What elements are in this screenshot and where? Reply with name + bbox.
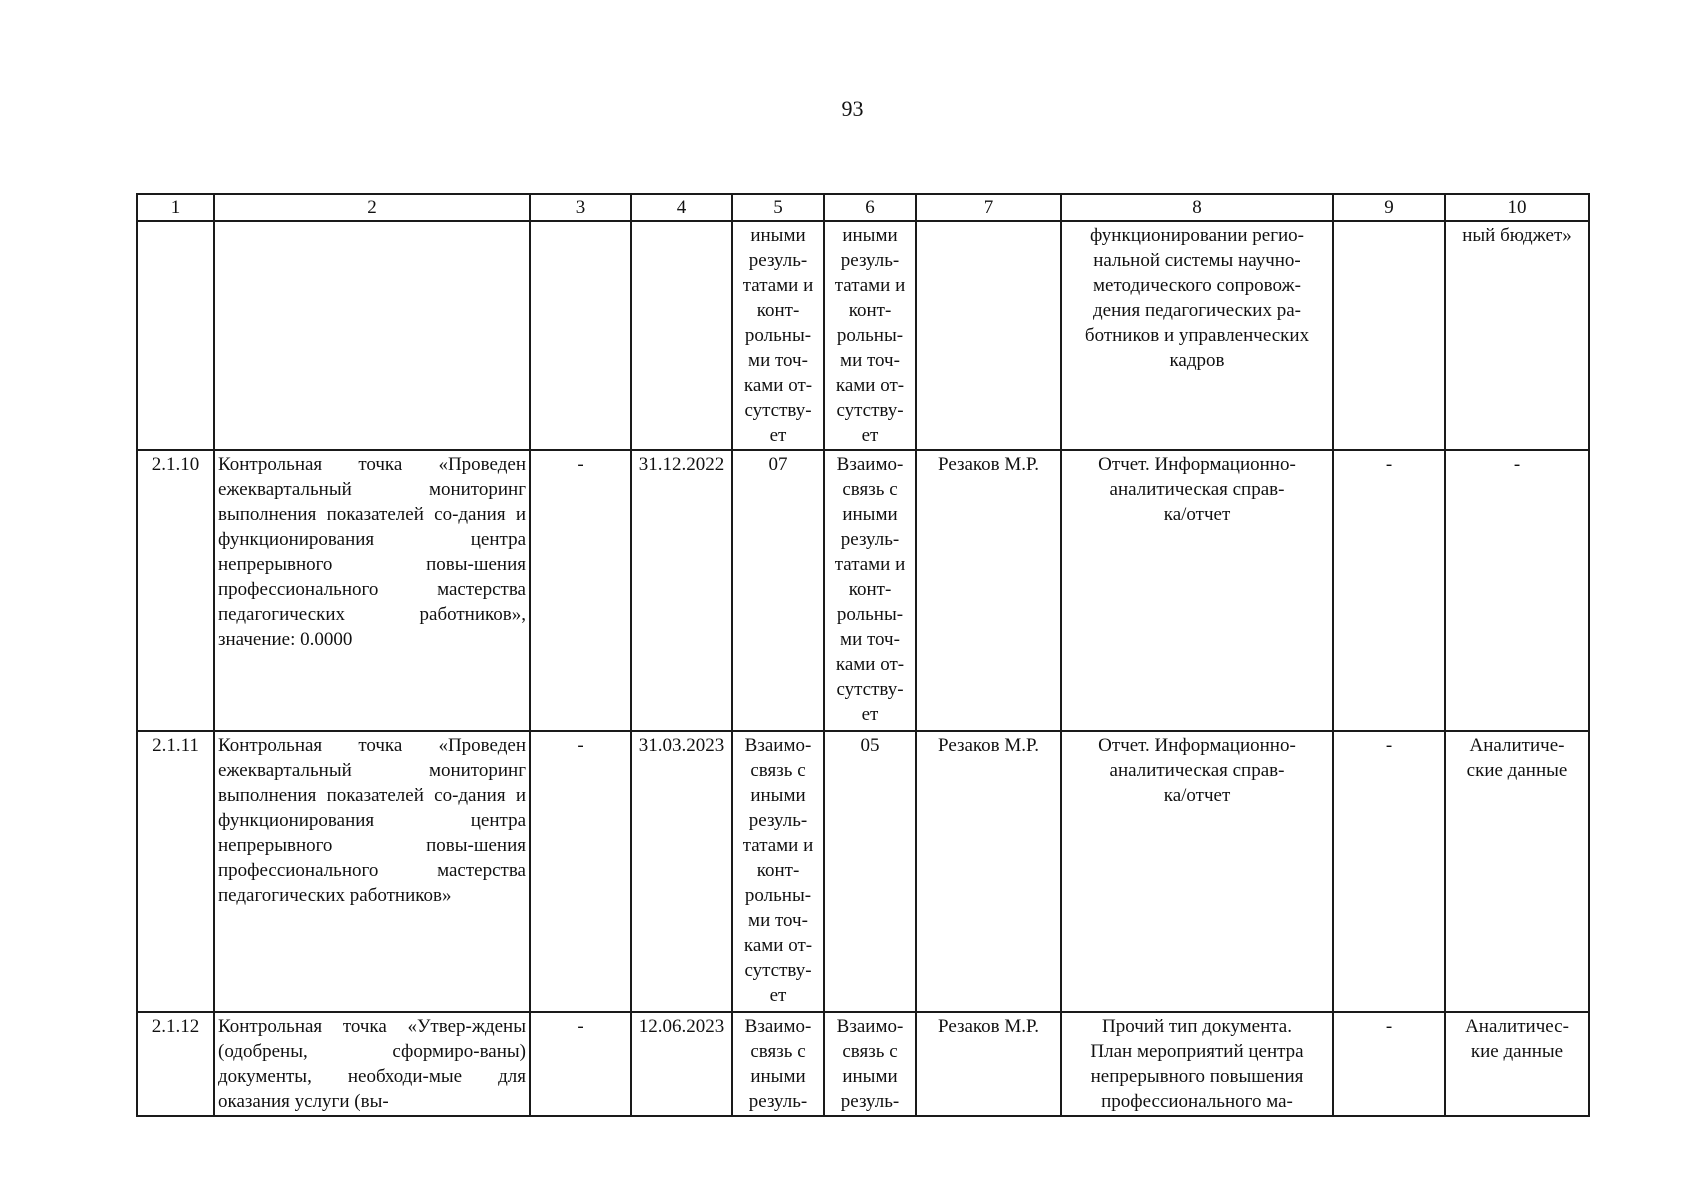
- column-header: 4: [631, 194, 732, 221]
- column-header: 6: [824, 194, 916, 221]
- column-header: 8: [1061, 194, 1333, 221]
- table-row: [137, 731, 1589, 1012]
- cell-col6: Взаимо- связь с иными резуль- татами и конт- рольны- ми точ- ками от- сутству- ет: [824, 450, 916, 731]
- cell-description: Контрольная точка «Проведен ежеквартальный мониторинг выполнения показателей со-дания и функционирования центра непрерывного повы-шения профессионального мастерства педагогических работников»: [214, 731, 530, 1012]
- cell-col9: -: [1333, 450, 1445, 731]
- cell-description: Контрольная точка «Проведен ежеквартальный мониторинг выполнения показателей со-дания и функционирования центра непрерывного повы-шения профессионального мастерства педагогических работников», значение: 0.0000: [214, 450, 530, 731]
- cell-date: 31.12.2022: [631, 450, 732, 731]
- cell-col10: Аналитичес- кие данные: [1445, 1012, 1589, 1116]
- column-header: 10: [1445, 194, 1589, 221]
- table-row: [137, 1012, 1589, 1116]
- cell-col9: [1333, 221, 1445, 450]
- cell-col3: [530, 221, 631, 450]
- cell-responsible: Резаков М.Р.: [916, 450, 1061, 731]
- table-row: [137, 221, 1589, 450]
- column-header: 5: [732, 194, 824, 221]
- column-header: 1: [137, 194, 214, 221]
- cell-col10: ный бюджет»: [1445, 221, 1589, 450]
- cell-col5: иными резуль- татами и конт- рольны- ми точ- ками от- сутству- ет: [732, 221, 824, 450]
- cell-number: 2.1.12: [137, 1012, 214, 1116]
- cell-document: Отчет. Информационно- аналитическая справ- ка/отчет: [1061, 450, 1333, 731]
- page-number: 93: [841, 96, 864, 121]
- column-header: 7: [916, 194, 1061, 221]
- cell-col6: иными резуль- татами и конт- рольны- ми точ- ками от- сутству- ет: [824, 221, 916, 450]
- cell-responsible: Резаков М.Р.: [916, 1012, 1061, 1116]
- table-row: [137, 450, 1589, 731]
- cell-document: функционировании регио- нальной системы научно- методического сопровож- дения педагогических ра- ботников и управленческих кадров: [1061, 221, 1333, 450]
- cell-responsible: Резаков М.Р.: [916, 731, 1061, 1012]
- cell-col5: Взаимо- связь с иными резуль- татами и конт- рольны- ми точ- ками от- сутству- ет: [732, 731, 824, 1012]
- cell-description: Контрольная точка «Утвер-ждены (одобрены, сформиро-ваны) документы, необходи-мые для оказания услуги (вы-: [214, 1012, 530, 1116]
- column-header: 2: [214, 194, 530, 221]
- cell-col9: -: [1333, 1012, 1445, 1116]
- cell-col6: Взаимо- связь с иными резуль-: [824, 1012, 916, 1116]
- cell-document: Прочий тип документа. План мероприятий центра непрерывного повышения профессионального ма-: [1061, 1012, 1333, 1116]
- cell-document: Отчет. Информационно- аналитическая справ- ка/отчет: [1061, 731, 1333, 1012]
- cell-col10: Аналитиче- ские данные: [1445, 731, 1589, 1012]
- cell-col3: -: [530, 731, 631, 1012]
- cell-description: [214, 221, 530, 450]
- plan-table: [136, 193, 1590, 1117]
- cell-number: [137, 221, 214, 450]
- column-header: 3: [530, 194, 631, 221]
- cell-col5: Взаимо- связь с иными резуль-: [732, 1012, 824, 1116]
- table-header-row: [137, 194, 1589, 221]
- cell-col9: -: [1333, 731, 1445, 1012]
- cell-number: 2.1.10: [137, 450, 214, 731]
- cell-col3: -: [530, 450, 631, 731]
- cell-col5: 07: [732, 450, 824, 731]
- cell-date: 31.03.2023: [631, 731, 732, 1012]
- column-header: 9: [1333, 194, 1445, 221]
- cell-col3: -: [530, 1012, 631, 1116]
- cell-col10: -: [1445, 450, 1589, 731]
- cell-col6: 05: [824, 731, 916, 1012]
- cell-date: 12.06.2023: [631, 1012, 732, 1116]
- cell-date: [631, 221, 732, 450]
- cell-number: 2.1.11: [137, 731, 214, 1012]
- cell-responsible: [916, 221, 1061, 450]
